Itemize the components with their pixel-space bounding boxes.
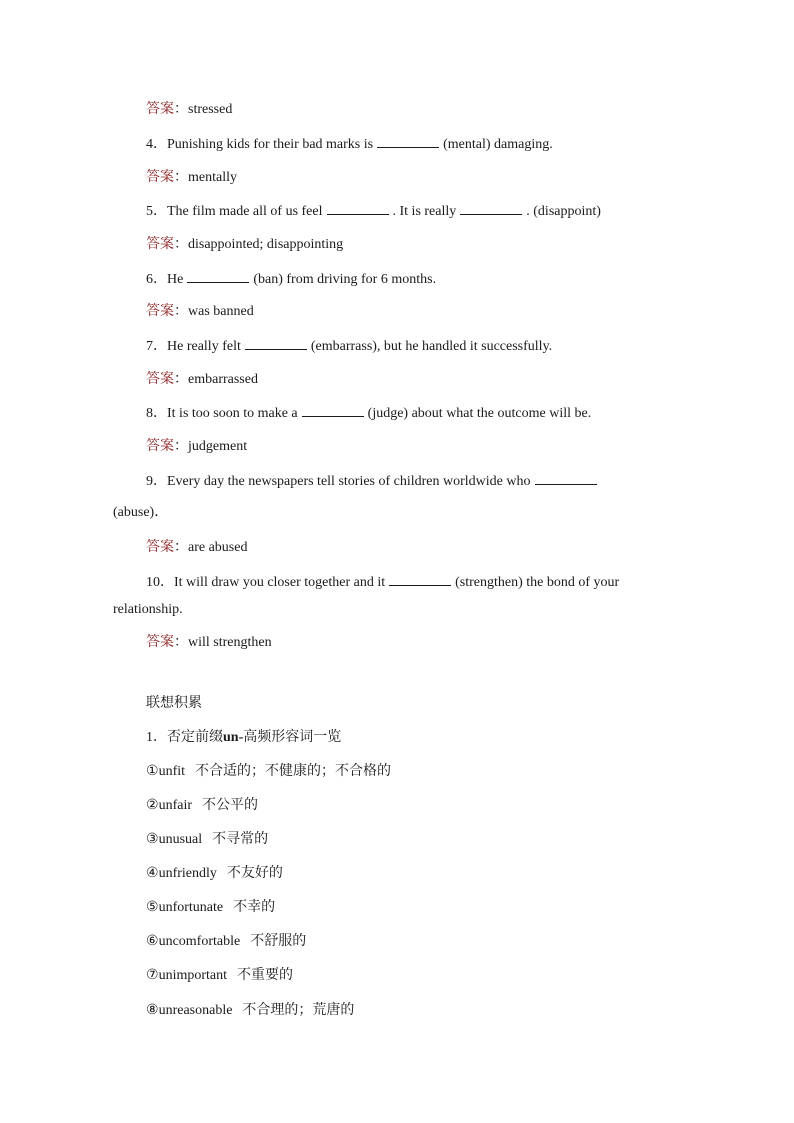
question-text: (strengthen) the bond of your (455, 575, 620, 590)
vocab-item (146, 966, 293, 985)
vocab-word: unimportant (158, 968, 227, 983)
heading-suffix-text: 高频形容词一览 (243, 729, 342, 745)
answer-text: embarrassed (188, 372, 258, 387)
answer-label: 答案 (146, 539, 174, 555)
heading-prefix: un- (223, 730, 244, 745)
question-text: Every day the newspapers tell stories of children worldwide who (167, 474, 531, 489)
heading-prefix-text: 否定前缀 (167, 729, 223, 745)
question-number: 5． (146, 204, 167, 219)
vocab-mark: ④ (146, 866, 159, 881)
question-text: It is too soon to make a (167, 406, 298, 421)
section-heading (146, 728, 341, 747)
answer-line: 答案：stressed (146, 101, 233, 117)
answer-line: 答案：mentally (146, 169, 237, 185)
answer-label: 答案 (146, 303, 174, 319)
vocab-word: unfriendly (158, 866, 217, 881)
question-text: Punishing kids for their bad marks is (167, 137, 374, 152)
question-number: 7． (146, 339, 167, 354)
vocab-word: unfortunate (158, 900, 224, 915)
answer-text: judgement (188, 439, 248, 454)
question-continuation (113, 601, 183, 619)
answer-text: disappointed; disappointing (188, 237, 344, 252)
answer-label: 答案 (146, 169, 174, 185)
answer-text: are abused (188, 540, 248, 555)
question-number: 9． (146, 474, 167, 489)
vocab-item (146, 932, 306, 951)
question-line (146, 471, 681, 491)
vocab-mark: ③ (146, 832, 159, 847)
question-number: 6． (146, 272, 167, 287)
vocab-item (146, 1001, 354, 1020)
question-text: (ban) from driving for 6 months. (253, 272, 437, 287)
vocab-mark: ⑥ (146, 934, 159, 949)
answer-label: 答案 (146, 371, 174, 387)
question-text: He (167, 272, 184, 287)
question-text: (mental) damaging. (443, 137, 553, 152)
question-text: (abuse)． (113, 505, 169, 520)
vocab-item (146, 898, 275, 917)
vocab-word: unfair (158, 798, 192, 813)
vocab-meaning: 不公平的 (202, 797, 258, 813)
answer-line: 答案：embarrassed (146, 371, 258, 387)
vocab-word: unusual (158, 832, 203, 847)
answer-text: stressed (188, 102, 233, 117)
question-number: 4． (146, 137, 167, 152)
question-number: 10． (146, 575, 174, 590)
question-continuation (113, 504, 168, 522)
vocab-meaning: 不舒服的 (250, 933, 307, 949)
vocab-word: uncomfortable (158, 934, 241, 949)
question-line (146, 201, 601, 221)
vocab-mark: ⑧ (146, 1003, 159, 1018)
answer-blank (327, 201, 389, 215)
vocab-mark: ① (146, 764, 159, 779)
vocab-meaning: 不合理的；荒唐的 (242, 1002, 355, 1018)
question-line (146, 403, 591, 423)
answer-line: 答案：disappointed; disappointing (146, 236, 344, 252)
section-title: 联想积累 (146, 695, 202, 711)
answer-blank (302, 403, 364, 417)
answer-text: mentally (188, 170, 237, 185)
question-text: (judge) about what the outcome will be. (367, 406, 592, 421)
vocab-item (146, 796, 258, 815)
answer-line: 答案：was banned (146, 303, 254, 319)
answer-line: 答案：are abused (146, 539, 248, 555)
answer-text: will strengthen (188, 635, 272, 650)
question-line (146, 134, 553, 154)
question-line (146, 572, 619, 592)
answer-blank (535, 471, 597, 485)
vocab-mark: ⑤ (146, 900, 159, 915)
answer-label: 答案 (146, 101, 174, 117)
vocab-mark: ② (146, 798, 159, 813)
vocab-meaning: 不合适的；不健康的；不合格的 (195, 763, 392, 779)
question-text: The film made all of us feel (167, 204, 323, 219)
answer-line: 答案：judgement (146, 438, 248, 454)
question-number: 8． (146, 406, 167, 421)
answer-blank (187, 269, 249, 283)
answer-blank (460, 201, 522, 215)
question-text: . It is really (392, 204, 457, 219)
vocab-meaning: 不重要的 (237, 967, 293, 983)
question-text: . (disappoint) (526, 204, 601, 219)
vocab-meaning: 不友好的 (226, 865, 283, 881)
vocab-item (146, 830, 268, 849)
vocab-meaning: 不幸的 (233, 899, 276, 915)
vocab-word: unfit (158, 764, 186, 779)
vocab-meaning: 不寻常的 (212, 831, 269, 847)
vocab-mark: ⑦ (146, 968, 159, 983)
answer-text: was banned (188, 304, 254, 319)
answer-line: 答案：will strengthen (146, 634, 272, 650)
vocab-item (146, 864, 283, 883)
question-text: He really felt (167, 339, 241, 354)
answer-label: 答案 (146, 438, 174, 454)
question-line (146, 269, 436, 289)
question-text: relationship. (113, 602, 183, 617)
vocab-item (146, 762, 391, 781)
vocab-word: unreasonable (158, 1003, 233, 1018)
answer-blank (377, 134, 439, 148)
question-line (146, 336, 552, 356)
answer-blank (389, 572, 451, 586)
question-text: (embarrass), but he handled it successfully. (310, 339, 553, 354)
answer-label: 答案 (146, 236, 174, 252)
answer-label: 答案 (146, 634, 174, 650)
answer-blank (245, 336, 307, 350)
heading-number: 1． (146, 730, 167, 745)
question-text: It will draw you closer together and it (174, 575, 386, 590)
